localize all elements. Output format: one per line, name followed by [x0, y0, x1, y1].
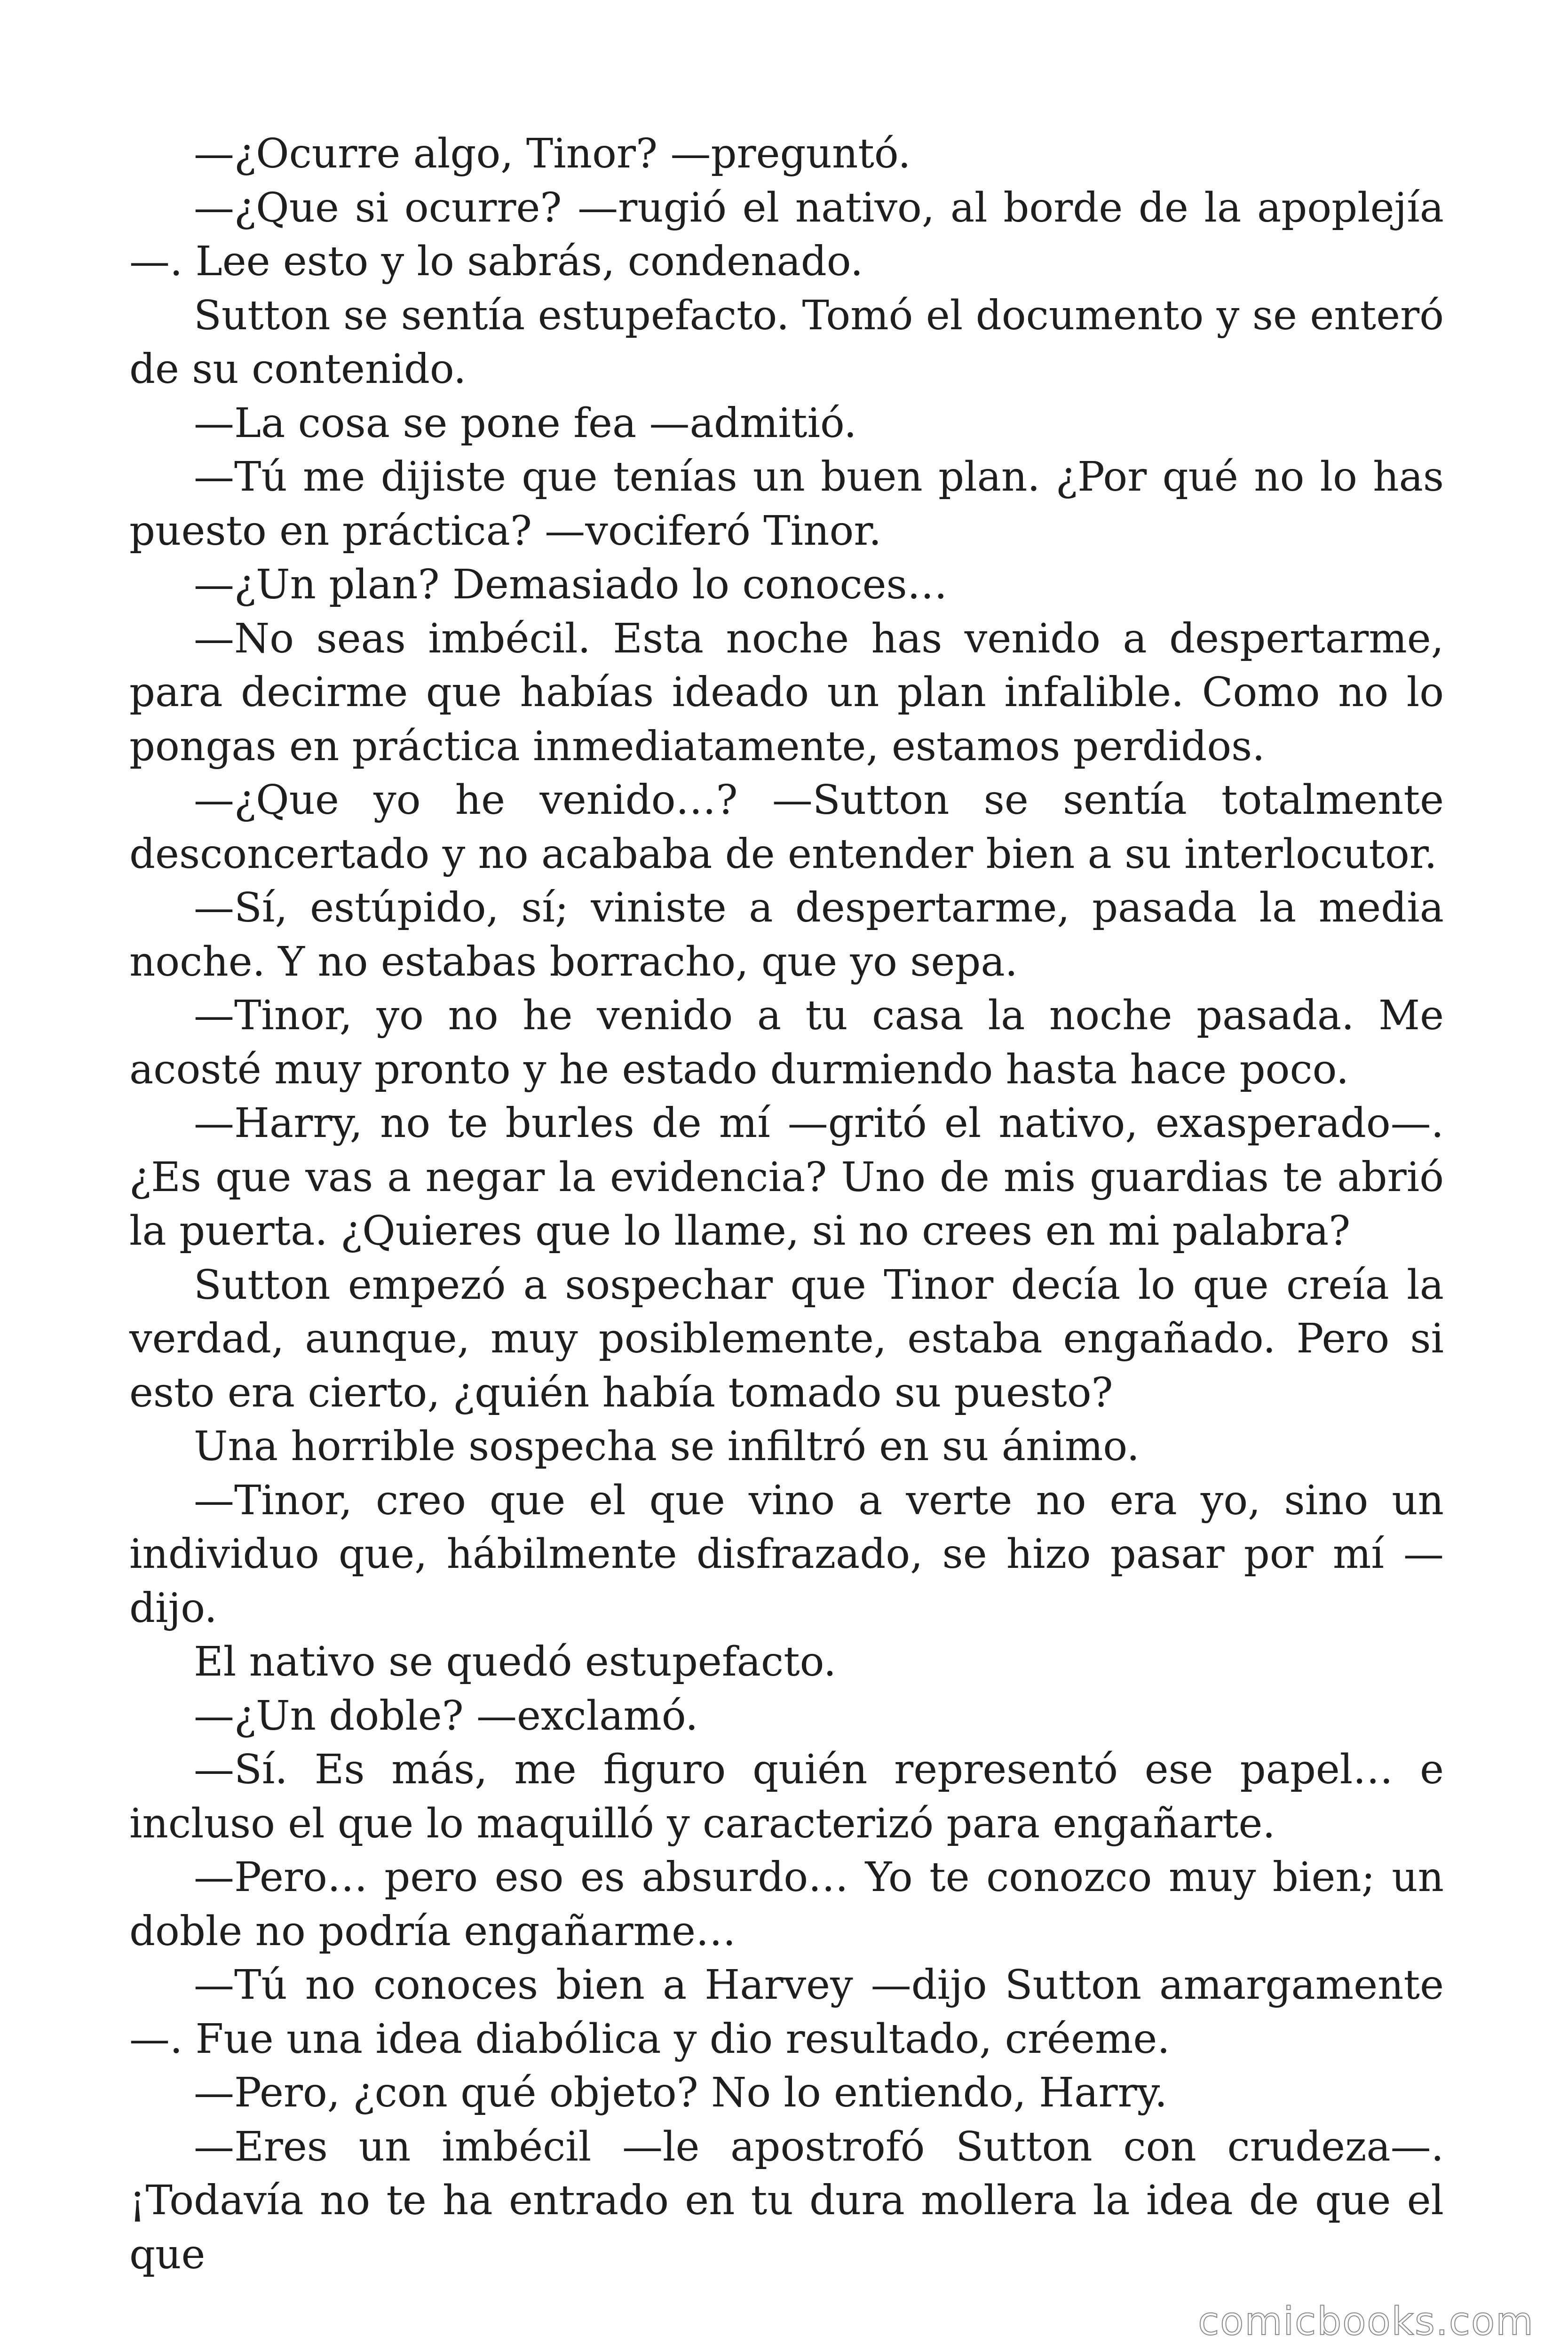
paragraph: —Sí, estúpido, sí; viniste a despertarme, pasada la media noche. Y no estabas borracho, que yo sepa.: [129, 884, 1444, 985]
paragraph: —¿Un doble? —exclamó.: [194, 1692, 698, 1740]
paragraph: El nativo se quedó estupefacto.: [194, 1638, 837, 1685]
paragraph: Una horrible sospecha se infiltró en su ánimo.: [194, 1423, 1140, 1470]
paragraph: —¿Ocurre algo, Tinor? —preguntó.: [194, 130, 911, 177]
paragraph: —No seas imbécil. Esta noche has venido a despertarme, para decirme que habías ideado un plan infalible. Como no lo pongas en práctica inmediatamente, estamos perdidos.: [129, 615, 1444, 770]
paragraph: —¿Un plan? Demasiado lo conoces…: [194, 561, 948, 608]
paragraph: —La cosa se pone fea —admitió.: [194, 399, 857, 447]
paragraph: Sutton empezó a sospechar que Tinor decía lo que creía la verdad, aunque, muy posiblemente, estaba engañado. Pero si esto era cierto, ¿quién había tomado su puesto?: [129, 1261, 1444, 1416]
paragraph: —Tinor, creo que el que vino a verte no era yo, sino un individuo que, hábilmente disfrazado, se hizo pasar por mí —dijo.: [129, 1477, 1444, 1632]
paragraph: —Sí. Es más, me figuro quién representó ese papel… e incluso el que lo maquilló y caracterizó para engañarte.: [129, 1746, 1444, 1847]
paragraph: —Tú no conoces bien a Harvey —dijo Sutton amargamente—. Fue una idea diabólica y dio resultado, créeme.: [129, 1962, 1444, 2063]
paragraph: —¿Que si ocurre? —rugió el nativo, al borde de la apoplejía—. Lee esto y lo sabrás, condenado.: [129, 184, 1444, 285]
paragraph: —Eres un imbécil —le apostrofó Sutton con crudeza—. ¡Todavía no te ha entrado en tu dura mollera la idea de que el que: [129, 2123, 1444, 2278]
paragraph: —Pero, ¿con qué objeto? No lo entiendo, Harry.: [194, 2069, 1168, 2116]
paragraph: —Tinor, yo no he venido a tu casa la noche pasada. Me acosté muy pronto y he estado durmiendo hasta hace poco.: [129, 992, 1444, 1093]
paragraph: —¿Que yo he venido…? —Sutton se sentía totalmente desconcertado y no acababa de entender bien a su interlocutor.: [129, 777, 1444, 878]
page-body-text: [129, 127, 1444, 2281]
paragraph: —Pero… pero eso es absurdo… Yo te conozco muy bien; un doble no podría engañarme…: [129, 1854, 1444, 1955]
paragraph: Sutton se sentía estupefacto. Tomó el documento y se enteró de su contenido.: [129, 292, 1444, 393]
paragraph: —Tú me dijiste que tenías un buen plan. ¿Por qué no lo has puesto en práctica? —vociferó Tinor.: [129, 453, 1444, 555]
paragraph: —Harry, no te burles de mí —gritó el nativo, exasperado—. ¿Es que vas a negar la evidencia? Uno de mis guardias te abrió la puerta. ¿Quieres que lo llame, si no crees en mi palabra?: [129, 1100, 1444, 1255]
watermark: comicbooks.com: [1198, 2299, 1534, 2344]
